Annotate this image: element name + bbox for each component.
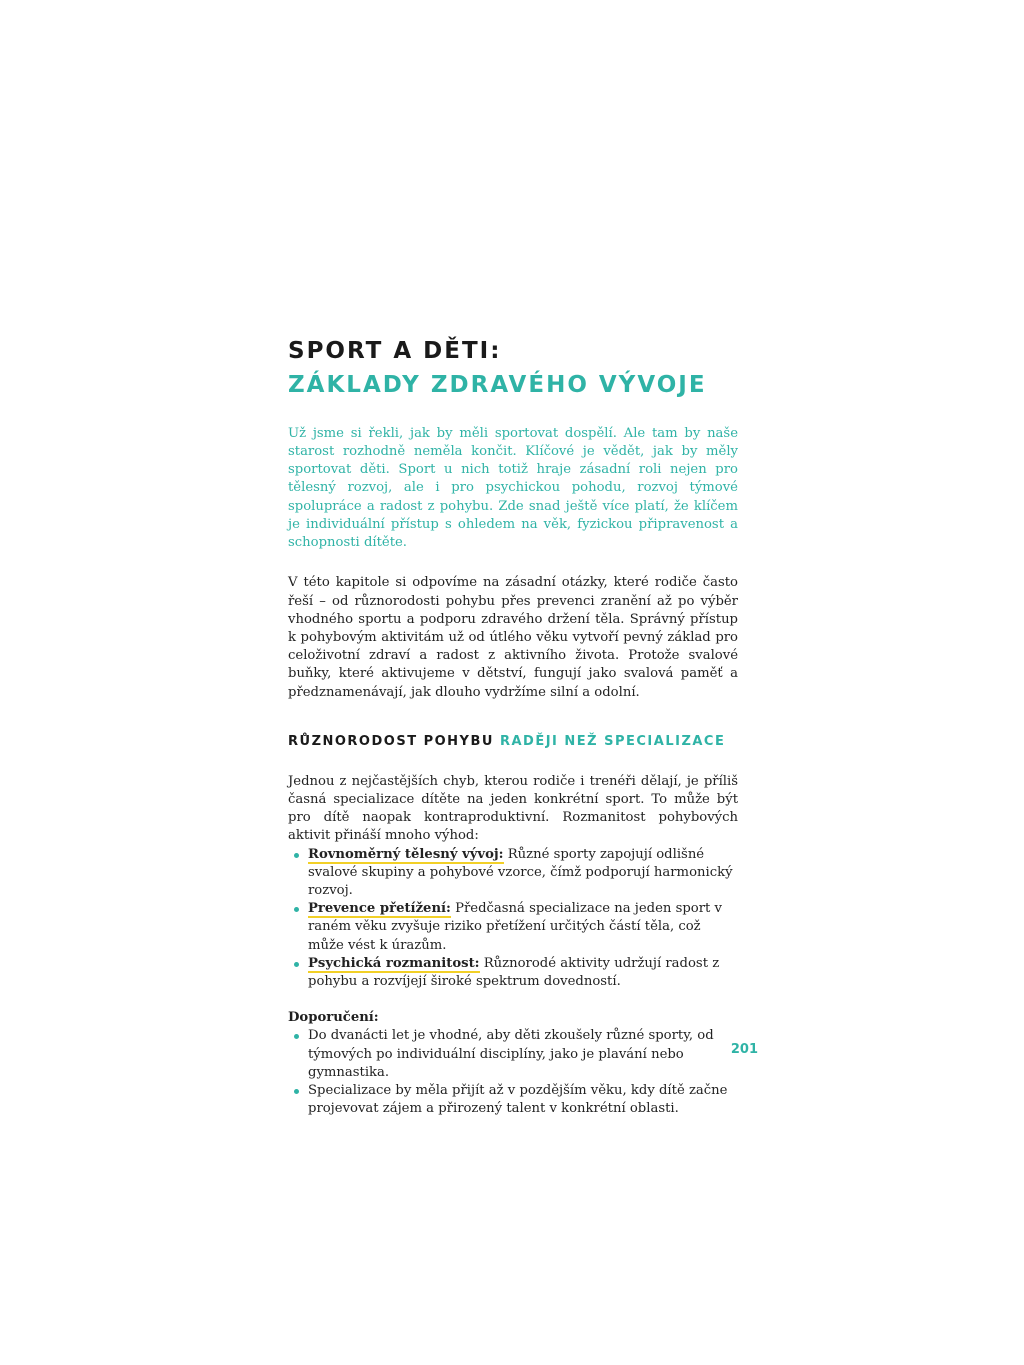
section-heading: [288, 734, 738, 749]
page-number: 201: [730, 1042, 758, 1057]
benefit-term: Rovnoměrný tělesný vývoj:: [308, 846, 504, 862]
benefits-list: [288, 846, 738, 992]
page-content: [288, 338, 738, 1118]
recommendations-list: [288, 1027, 738, 1118]
list-item: [288, 955, 738, 991]
bullet-icon: [294, 1089, 299, 1094]
list-item: [288, 900, 738, 955]
chapter-title-line2: ZÁKLADY ZDRAVÉHO VÝVOJE: [288, 372, 707, 399]
section-heading-dark: RŮZNORODOST POHYBU: [288, 733, 494, 749]
list-item: [288, 846, 738, 901]
benefit-text: Různé sporty zapojují odlišné svalové skupiny a pohybové vzorce, čímž podporují harmonický rozvoj.: [308, 846, 733, 898]
benefit-term: Prevence přetížení:: [308, 901, 451, 917]
benefit-term: Psychická rozmanitost:: [308, 955, 480, 971]
section-paragraph: Jednou z nejčastějších chyb, kterou rodiče i trenéři dělají, je příliš časná specializace dítěte na jeden konkrétní sport. To může být pro dítě naopak kontraproduktivní. Rozmanitost pohybových aktivit přináší mnoho výhod:: [288, 773, 738, 844]
bullet-icon: [294, 853, 299, 858]
bullet-icon: [294, 907, 299, 912]
recommendation-text: Do dvanácti let je vhodné, aby děti zkoušely různé sporty, od týmových po individuální disciplíny, jako je plavání nebo gymnastika.: [308, 1028, 714, 1080]
lead-paragraph: Už jsme si řekli, jak by měli sportovat dospělí. Ale tam by naše starost rozhodně neměla končit. Klíčové je vědět, jak by měly sportovat děti. Sport u nich totiž hraje zásadní roli nejen pro tělesný rozvoj, ale i pro psychickou pohodu, rozvoj týmové spolupráce a radost z pohybu. Zde snad ještě více platí, že klíčem je individuální přístup s ohledem na věk, fyzickou připravenost a schopnosti dítěte.: [288, 425, 738, 551]
chapter-title-line1: SPORT A DĚTI:: [288, 338, 502, 364]
benefit-text: Různorodé aktivity udržují radost z pohybu a rozvíjejí široké spektrum dovedností.: [308, 955, 720, 989]
recommendations-title: Doporučení:: [288, 1010, 379, 1026]
section-heading-teal: RADĚJI NEŽ SPECIALIZACE: [499, 733, 726, 749]
intro-paragraph: V této kapitole si odpovíme na zásadní otázky, které rodiče často řeší – od různorodosti pohybu přes prevenci zranění až po výběr vhodného sportu a podporu zdravého držení těla. Správný přístup k pohybovým aktivitám už od útlého věku vytvoří pevný základ pro celoživotní zdraví a radost z aktivního života. Protože svalové buňky, které aktivujeme v dětství, fungují jako svalová paměť a předznamenávají, jak dlouho vydržíme silní a odolní.: [288, 575, 738, 700]
recommendation-text: Specializace by měla přijít až v pozdějším věku, kdy dítě začne projevovat zájem a přirozený talent v konkrétní oblasti.: [308, 1082, 728, 1117]
list-item: [288, 1027, 738, 1082]
list-item: [288, 1082, 738, 1118]
benefit-text: Předčasná specializace na jeden sport v raném věku zvyšuje riziko přetížení určitých částí těla, což může vést k úrazům.: [308, 901, 722, 953]
bullet-icon: [294, 962, 299, 967]
bullet-icon: [294, 1034, 299, 1039]
